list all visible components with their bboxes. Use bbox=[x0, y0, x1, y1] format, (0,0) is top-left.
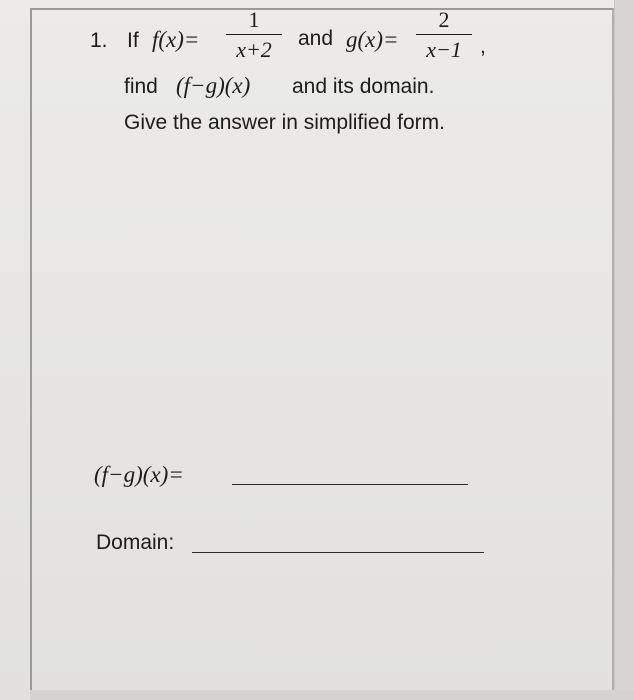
answer-expression-blank[interactable] bbox=[232, 484, 468, 485]
domain-label: Domain: bbox=[96, 531, 175, 554]
g-fraction-bar bbox=[416, 34, 472, 35]
f-fraction-bar bbox=[226, 34, 282, 35]
domain-answer-blank[interactable] bbox=[192, 552, 484, 553]
f-fraction bbox=[226, 8, 282, 61]
f-numerator: 1 bbox=[248, 7, 260, 32]
adjacent-page-edge bbox=[614, 0, 634, 700]
f-definition-lhs: f(x)= bbox=[152, 27, 200, 52]
g-fraction bbox=[416, 8, 472, 61]
g-denominator: x−1 bbox=[426, 37, 462, 62]
domain-instruction: and its domain. bbox=[292, 75, 435, 98]
page-bottom-edge bbox=[30, 690, 634, 700]
problem-number: 1. bbox=[90, 29, 108, 52]
g-definition-lhs: g(x)= bbox=[346, 27, 399, 52]
simplify-instruction: Give the answer in simplified form. bbox=[124, 111, 445, 134]
find-word: find bbox=[124, 75, 158, 98]
g-numerator: 2 bbox=[438, 7, 450, 32]
comma: , bbox=[480, 35, 486, 58]
and-word: and bbox=[298, 27, 334, 50]
f-denominator: x+2 bbox=[236, 37, 272, 62]
f-minus-g-expression: (f−g)(x) bbox=[176, 73, 251, 98]
if-word: If bbox=[127, 29, 139, 52]
answer-expression-label: (f−g)(x)= bbox=[94, 462, 184, 487]
